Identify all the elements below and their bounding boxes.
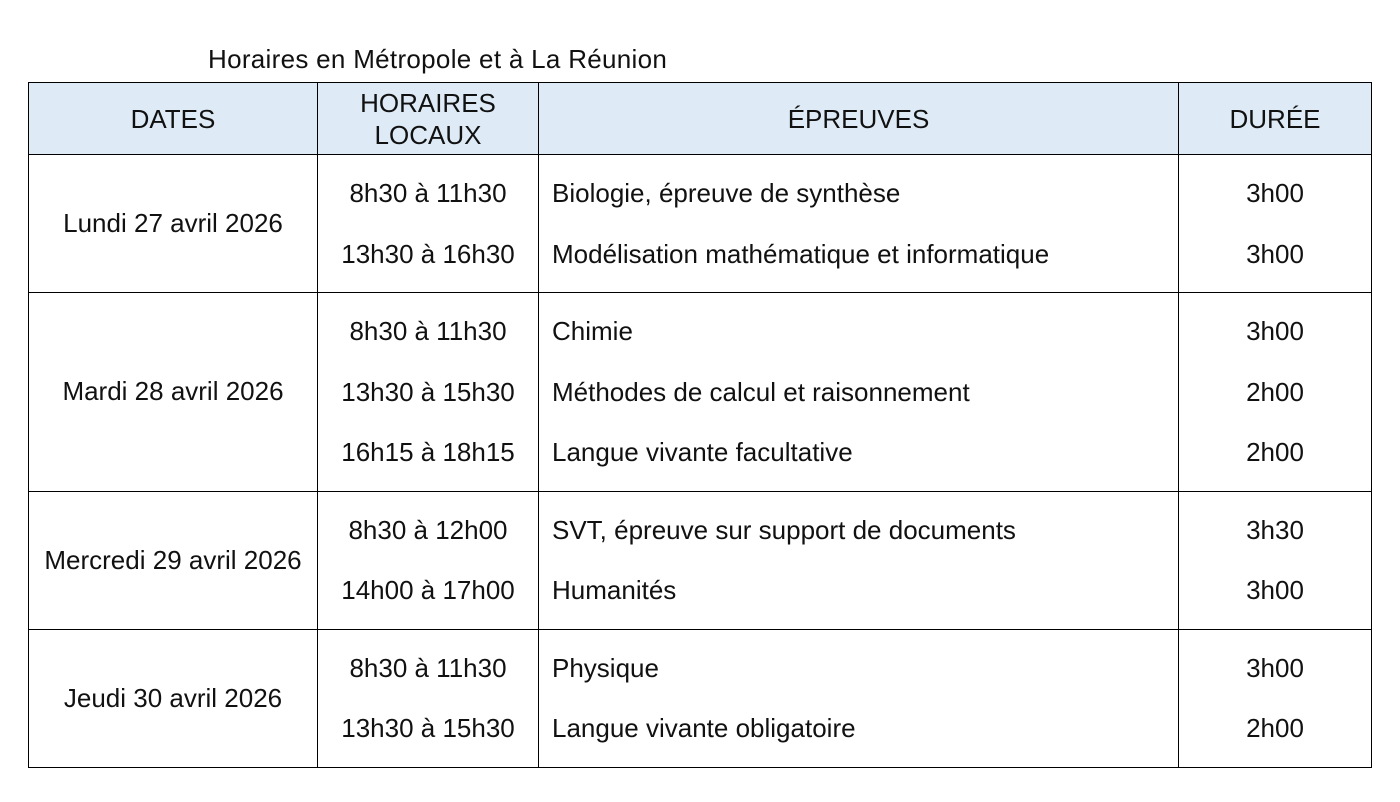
- header-horaires-line2: LOCAUX: [374, 119, 482, 150]
- day-row-mardi: [29, 293, 1372, 492]
- header-dates: DATES: [29, 83, 318, 155]
- time-cell: [318, 155, 539, 293]
- exam-schedule-table: [28, 82, 1372, 768]
- date-cell: Lundi 27 avril 2026: [29, 155, 318, 293]
- table-caption: Horaires en Métropole et à La Réunion: [208, 44, 668, 74]
- session-duration: 2h00: [1246, 376, 1304, 407]
- session-exam: Biologie, épreuve de synthèse: [552, 178, 901, 208]
- duration-cell: [1179, 629, 1372, 767]
- header-duree: DURÉE: [1179, 83, 1372, 155]
- header-row: [29, 83, 1372, 155]
- duration-cell: [1179, 491, 1372, 629]
- exam-cell: [539, 293, 1179, 492]
- header-horaires-locaux: [318, 83, 539, 155]
- session-duration: 3h00: [1246, 652, 1304, 683]
- session-duration: 3h00: [1246, 575, 1304, 605]
- session-time: 16h15 à 18h15: [341, 437, 515, 467]
- session-exam: Méthodes de calcul et raisonnement: [552, 376, 970, 407]
- session-duration: 3h00: [1246, 178, 1304, 208]
- session-time: 8h30 à 11h30: [349, 652, 507, 683]
- table-header: [29, 83, 1372, 155]
- session-time: 8h30 à 11h30: [349, 178, 507, 208]
- duration-cell: [1179, 293, 1372, 492]
- session-time: 14h00 à 17h00: [341, 575, 515, 605]
- exam-cell: [539, 491, 1179, 629]
- session-time: 8h30 à 12h00: [348, 514, 508, 545]
- time-cell: [318, 293, 539, 492]
- exam-cell: [539, 629, 1179, 767]
- exam-cell: [539, 155, 1179, 293]
- session-exam: Humanités: [552, 575, 677, 605]
- time-cell: [318, 629, 539, 767]
- duration-cell: [1179, 155, 1372, 293]
- session-exam: Modélisation mathématique et informatique: [552, 238, 1050, 269]
- session-exam: Chimie: [552, 316, 633, 346]
- date-cell: Mardi 28 avril 2026: [29, 293, 318, 492]
- session-duration: 3h00: [1246, 316, 1304, 346]
- session-exam: Physique: [552, 652, 659, 683]
- day-row-jeudi: [29, 629, 1372, 767]
- session-duration: 2h00: [1246, 437, 1304, 467]
- date-cell: Mercredi 29 avril 2026: [29, 491, 318, 629]
- session-time: 13h30 à 15h30: [341, 713, 515, 743]
- header-horaires-line1: HORAIRES: [360, 87, 496, 118]
- table-body: [29, 155, 1372, 768]
- session-exam: SVT, épreuve sur support de documents: [552, 514, 1016, 545]
- session-duration: 3h30: [1246, 514, 1304, 545]
- session-duration: 2h00: [1246, 713, 1304, 743]
- session-time: 8h30 à 11h30: [349, 316, 507, 346]
- session-exam: Langue vivante obligatoire: [552, 713, 856, 743]
- day-row-lundi: [29, 155, 1372, 293]
- session-time: 13h30 à 16h30: [341, 238, 515, 269]
- session-exam: Langue vivante facultative: [552, 437, 853, 467]
- date-cell: Jeudi 30 avril 2026: [29, 629, 318, 767]
- day-row-mercredi: [29, 491, 1372, 629]
- header-epreuves: ÉPREUVES: [539, 83, 1179, 155]
- session-duration: 3h00: [1246, 238, 1304, 269]
- time-cell: [318, 491, 539, 629]
- session-time: 13h30 à 15h30: [341, 376, 515, 407]
